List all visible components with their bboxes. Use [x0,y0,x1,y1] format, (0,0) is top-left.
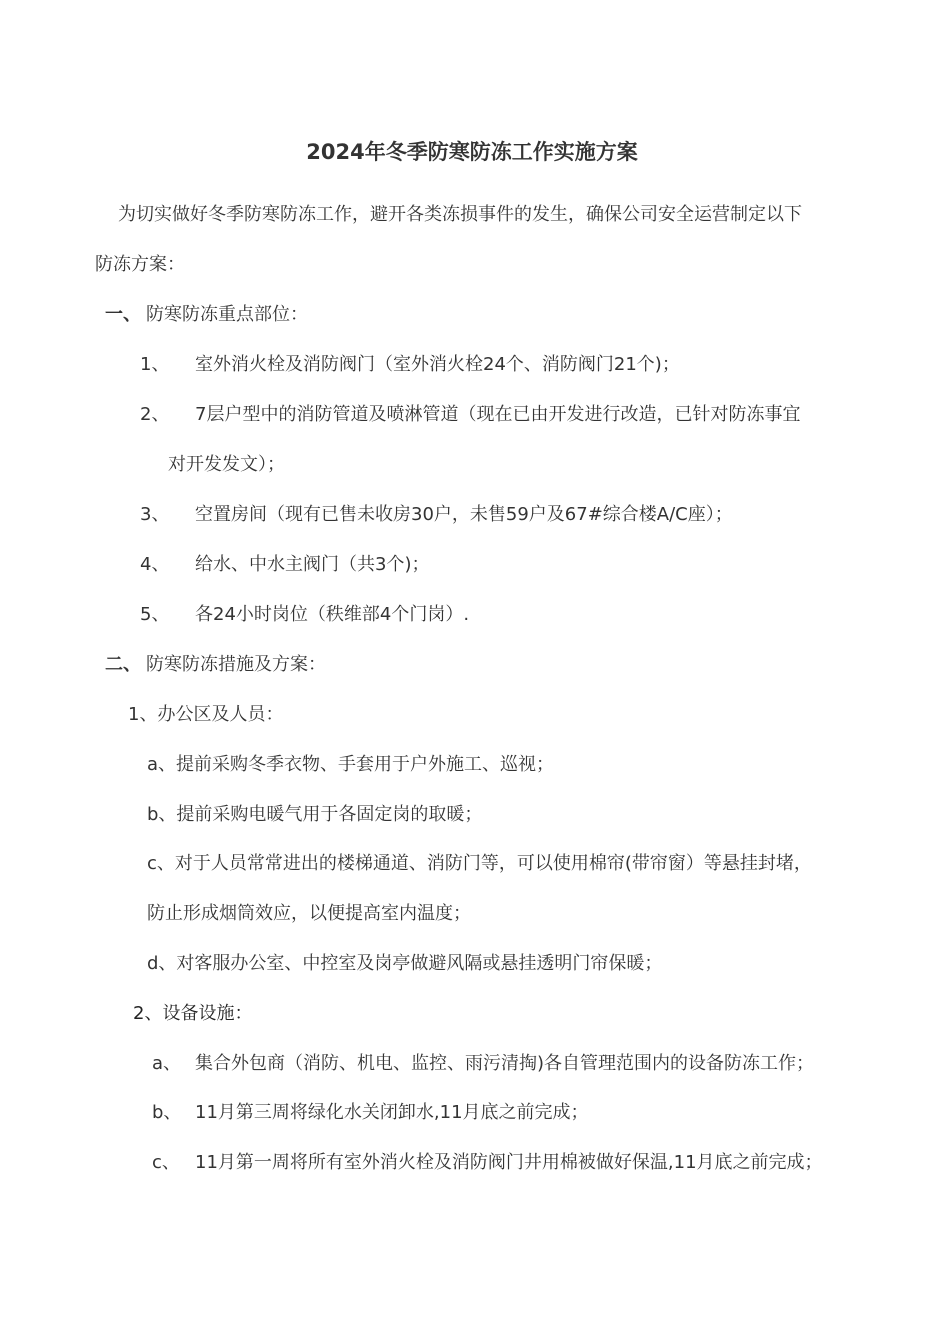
section2-heading: 防寒防冻措施及方案： [146,654,326,675]
section1-item-3-text: 空置房间（现有已售未收房30户，未售59户及67#综合楼A/C座）； [195,504,733,525]
section2-sub1-item-c-continuation: 防止形成烟筒效应，以便提高室内温度； [147,903,471,924]
section2-marker: 二、 [105,654,141,675]
section1-item-1-num: 1、 [140,354,170,375]
section1-item-4-num: 4、 [140,554,170,575]
section2-sub2-item-a-num: a、 [152,1053,182,1074]
section2-sub2-item-c-num: c、 [152,1152,180,1173]
intro-line-2: 防冻方案： [95,254,185,275]
section1-item-3-num: 3、 [140,504,170,525]
section1-item-5-num: 5、 [140,604,170,625]
section2-sub2-item-b-text: 11月第三周将绿化水关闭卸水,11月底之前完成； [195,1102,589,1123]
section2-sub2-heading: 2、设备设施： [133,1003,253,1024]
section1-heading: 防寒防冻重点部位： [146,304,308,325]
section2-sub2-item-a-text: 集合外包商（消防、机电、监控、雨污清掏)各自管理范围内的设备防冻工作； [195,1053,815,1074]
section1-item-5-text: 各24小时岗位（秩维部4个门岗）. [195,604,470,625]
section2-sub2-item-b-num: b、 [152,1102,182,1123]
section2-sub2-item-c-text: 11月第一周将所有室外消火栓及消防阀门井用棉被做好保温,11月底之前完成； [195,1152,823,1173]
section2-sub1-item-d: d、对客服办公室、中控室及岗亭做避风隔或悬挂透明门帘保暖； [147,953,663,974]
section2-sub1-item-c: c、对于人员常常进出的楼梯通道、消防门等，可以使用棉帘(带帘窗）等悬挂封堵， [147,853,812,874]
section1-marker: 一、 [105,304,141,325]
section1-item-1-text: 室外消火栓及消防阀门（室外消火栓24个、消防阀门21个)； [195,354,680,375]
intro-line-1: 为切实做好冬季防寒防冻工作，避开各类冻损事件的发生，确保公司安全运营制定以下 [118,204,802,225]
section2-sub1-heading: 1、办公区及人员： [128,704,284,725]
section2-sub1-item-b: b、提前采购电暖气用于各固定岗的取暖； [147,804,483,825]
section1-item-2-text: 7层户型中的消防管道及喷淋管道（现在已由开发进行改造，已针对防冻事宜 [195,404,801,425]
section1-item-2-continuation: 对开发发文）； [168,454,285,475]
document-title: 2024年冬季防寒防冻工作实施方案 [306,140,638,164]
section1-item-2-num: 2、 [140,404,170,425]
section1-item-4-text: 给水、中水主阀门（共3个)； [195,554,430,575]
section2-sub1-item-a: a、提前采购冬季衣物、手套用于户外施工、巡视； [147,754,555,775]
